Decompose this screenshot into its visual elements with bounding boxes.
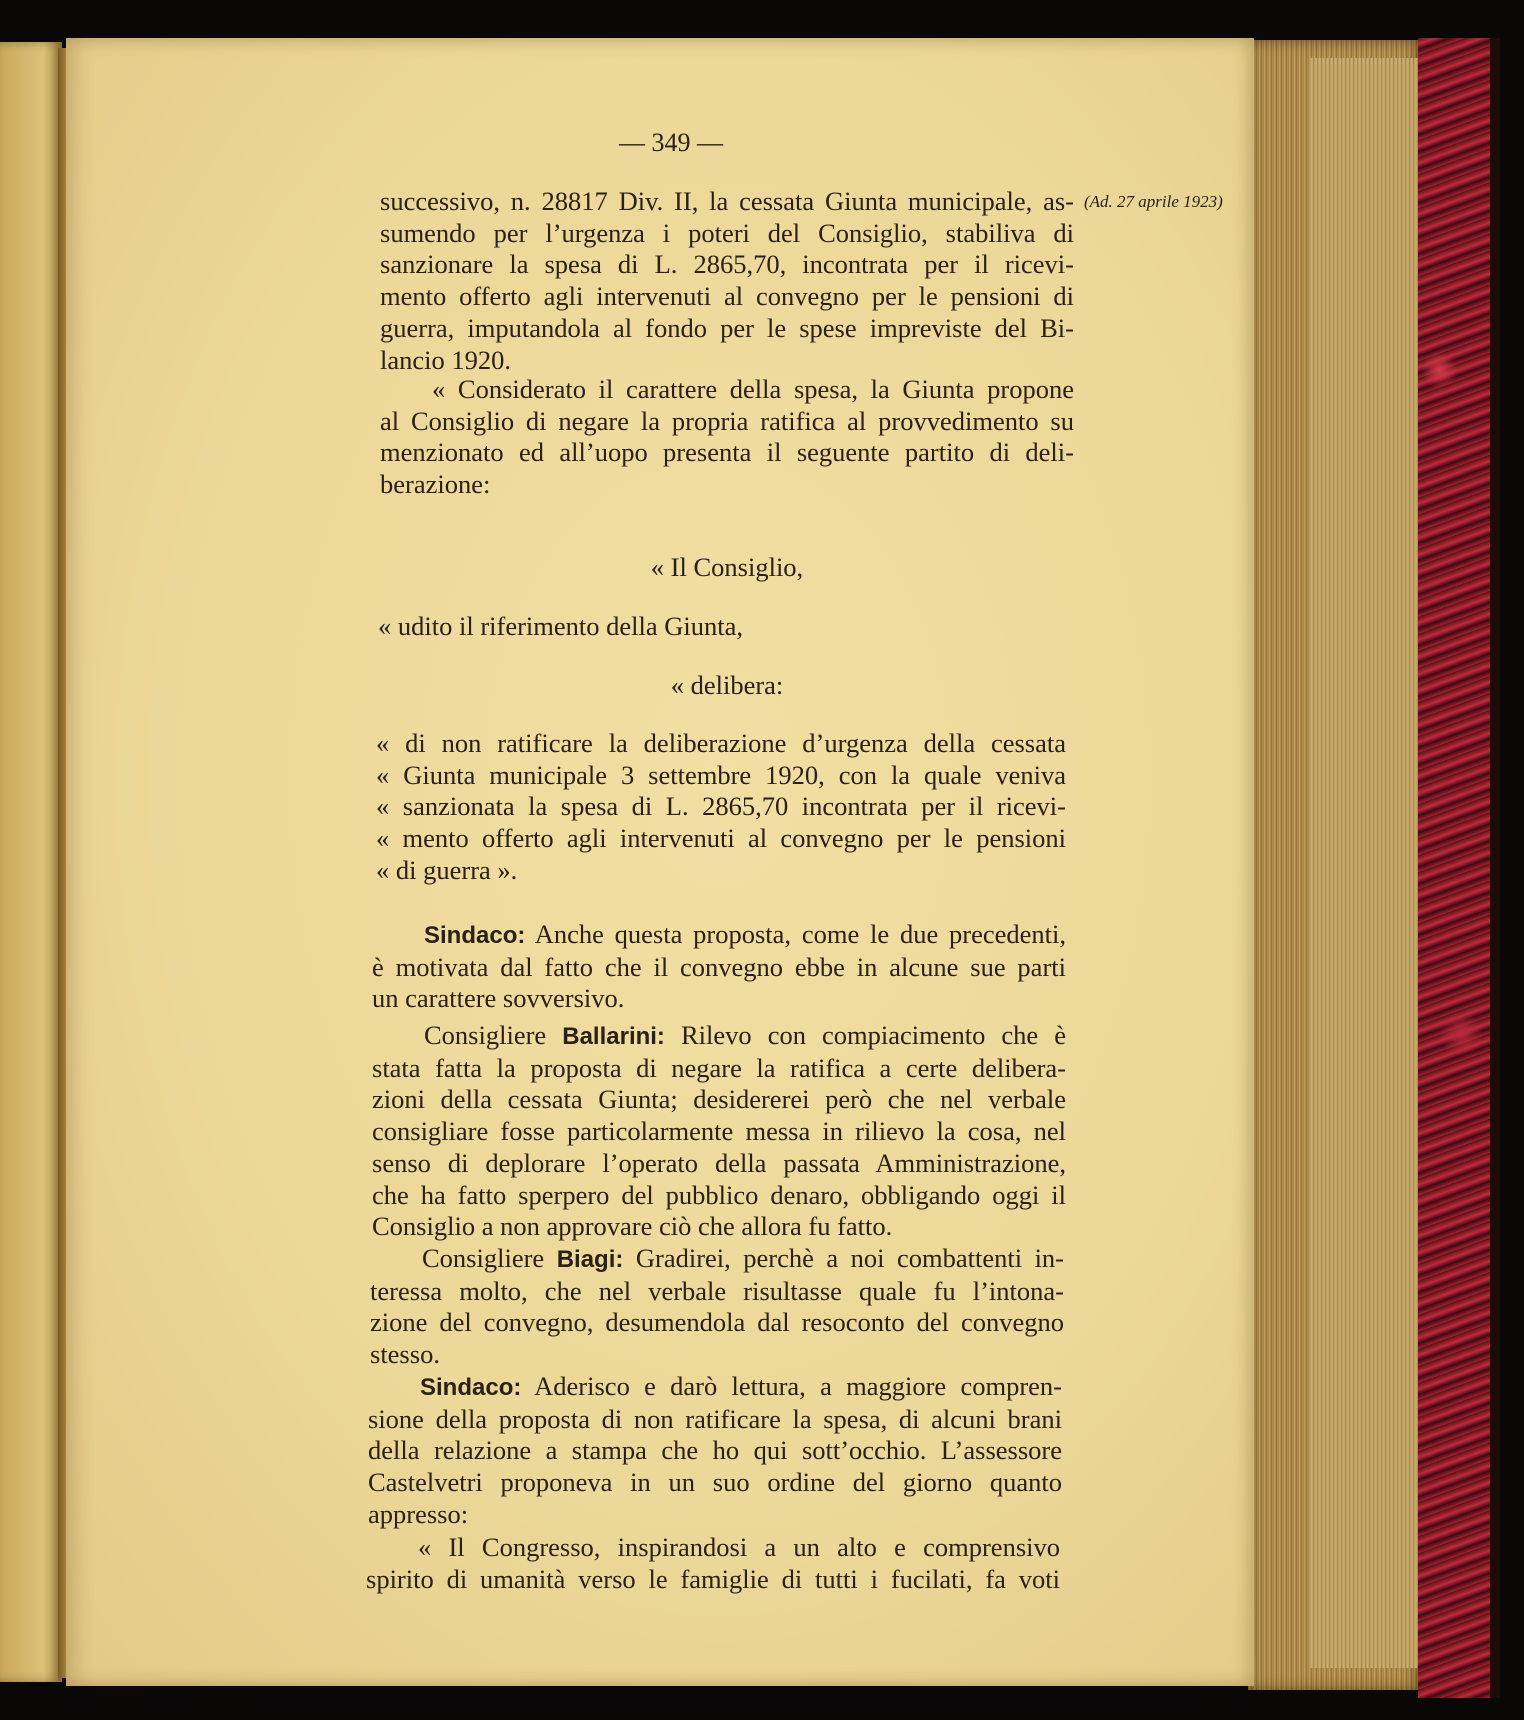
text-line: sione della proposta di non ratificare la spesa, di alcuni brani <box>368 1403 1062 1434</box>
text-line <box>368 1371 1062 1404</box>
text-line: è motivata dal fatto che il convegno ebbe in alcune sue parti <box>372 951 1066 982</box>
quoted-congress-text <box>366 1532 1060 1595</box>
text-line: zione del convegno, desumendola dal resoconto del convegno <box>370 1307 1064 1338</box>
speech-text: Anche questa proposta, come le due precedenti, <box>534 919 1066 949</box>
text-line: sanzionare la spesa di L. 2865,70, incontrata per il ricevi- <box>380 249 1074 280</box>
text-line: « mento offerto agli intervenuti al convegno per le pensioni <box>376 823 1066 854</box>
left-page-edge <box>0 42 62 1682</box>
text-line: stesso. <box>370 1339 440 1370</box>
text-line: appresso: <box>368 1498 469 1529</box>
text-line: zioni della cessata Giunta; desidererei però che nel verbale <box>372 1084 1066 1115</box>
text-line: successivo, n. 28817 Div. II, la cessata Giunta municipale, as- <box>380 186 1074 216</box>
text-line: senso di deplorare l’operato della passata Amministrazione, <box>372 1147 1066 1178</box>
speech-biagi <box>370 1243 1064 1371</box>
resolution-text <box>376 728 1066 887</box>
speech-text: Gradirei, perchè a noi combattenti in- <box>635 1243 1065 1273</box>
delibera-heading: « delibera: <box>670 670 784 700</box>
text-line: menzionato ed all’uopo presenta il seguente partito di deli- <box>380 437 1074 468</box>
book-page <box>66 38 1254 1686</box>
speaker-name: Sindaco: <box>424 922 526 949</box>
speaker-name: Ballarini: <box>562 1023 665 1050</box>
marbled-cover <box>1418 38 1490 1698</box>
speaker-title: Consigliere <box>422 1243 545 1273</box>
paragraph-1 <box>380 186 1074 376</box>
text-line: della relazione a stampa che ho qui sott’occhio. L’assessore <box>368 1435 1062 1466</box>
text-line: un carattere sovversivo. <box>372 983 625 1014</box>
text-line: Consiglio a non approvare ciò che allora fu fatto. <box>372 1211 893 1242</box>
speaker-title: Consigliere <box>424 1020 547 1050</box>
udito-line: « udito il riferimento della Giunta, <box>378 611 744 641</box>
page-number: — 349 — <box>619 128 723 157</box>
text-line <box>372 1020 1066 1053</box>
text-line: « di non ratificare la deliberazione d’urgenza della cessata <box>376 728 1066 758</box>
text-line: lancio 1920. <box>380 344 511 375</box>
text-line: sumendo per l’urgenza i poteri del Consiglio, stabiliva di <box>380 217 1074 248</box>
speech-ballarini <box>372 1020 1066 1243</box>
text-line: Castelvetri proponeva in un suo ordine del giorno quanto <box>368 1467 1062 1498</box>
text-line: « Giunta municipale 3 settembre 1920, con la quale veniva <box>376 759 1066 790</box>
cover-edge <box>1490 38 1500 1698</box>
speaker-name: Sindaco: <box>420 1374 522 1401</box>
speaker-name: Biagi: <box>556 1246 624 1273</box>
text-line: teressa molto, che nel verbale risultasse quale fu l’intona- <box>370 1275 1064 1306</box>
text-line: « di guerra ». <box>376 854 518 885</box>
speech-text: Rilevo con compiacimento che è <box>680 1020 1066 1050</box>
text-line <box>370 1243 1064 1276</box>
paragraph-2 <box>380 374 1074 501</box>
text-line: berazione: <box>380 469 491 500</box>
speech-sindaco-2 <box>368 1371 1062 1531</box>
text-line: spirito di umanità verso le famiglie di tutti i fucilati, fa voti <box>366 1563 1060 1594</box>
book <box>0 38 1524 1720</box>
il-consiglio-heading: « Il Consiglio, <box>650 552 804 582</box>
text-line: « sanzionata la spesa di L. 2865,70 incontrata per il ricevi- <box>376 791 1066 822</box>
page-block-inner <box>1310 58 1418 1668</box>
text-line: al Consiglio di negare la propria ratifica al provvedimento su <box>380 405 1074 436</box>
text-line: che ha fatto sperpero del pubblico denaro, obbligando oggi il <box>372 1179 1066 1210</box>
text-line: guerra, imputandola al fondo per le spese impreviste del Bi- <box>380 312 1074 343</box>
text-line: consigliare fosse particolarmente messa in rilievo la cosa, nel <box>372 1116 1066 1147</box>
text-line: « Considerato il carattere della spesa, la Giunta propone <box>432 374 1074 404</box>
speech-sindaco-1 <box>372 919 1066 1015</box>
text-line: mento offerto agli intervenuti al convegno per le pensioni di <box>380 281 1074 312</box>
text-line: « Il Congresso, inspirandosi a un alto e comprensivo <box>418 1532 1060 1562</box>
text-line <box>372 919 1066 952</box>
speech-text: Aderisco e darò lettura, a maggiore compren- <box>534 1371 1062 1401</box>
text-line: stata fatta la proposta di negare la ratifica a certe delibera- <box>372 1052 1066 1083</box>
margin-note: (Ad. 27 aprile 1923) <box>1084 192 1223 211</box>
